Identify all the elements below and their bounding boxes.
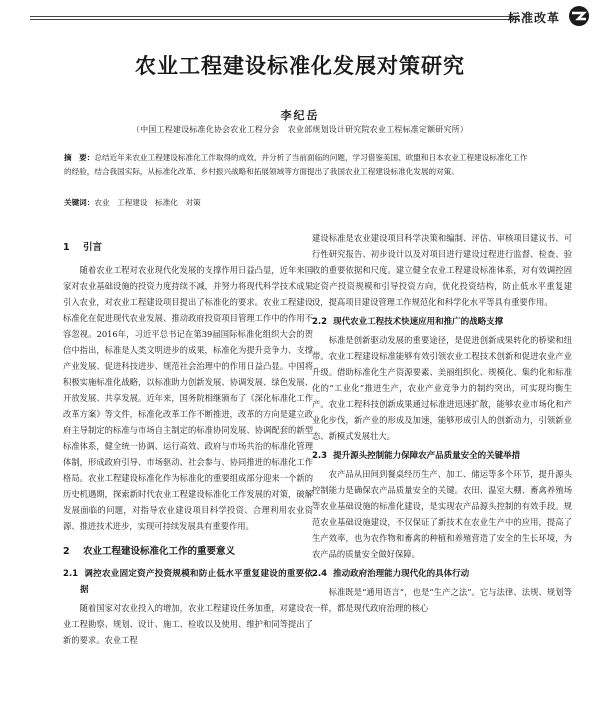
subsection-title: 提升源头控制能力保障农产品质量安全的关键举措: [333, 451, 521, 461]
subsection-heading: [312, 314, 572, 330]
keywords: [64, 196, 534, 210]
section-title: 农业工程建设标准化工作的重要意义: [83, 546, 236, 557]
section-number: 1: [63, 242, 70, 253]
subsection-heading: [312, 566, 572, 582]
subsection-title: 推动政府治理能力现代化的具体行动: [333, 569, 470, 579]
subsection-number: 2.2: [312, 317, 328, 327]
keywords-label: 关键词：: [64, 198, 95, 207]
paragraph: 标准既是“通用语言”，也是“生产之法”。它与法律、法规、规划等一样，都是现代政府治理的核心: [312, 587, 572, 613]
paragraph: 随着农业工程对农业现代化发展的支撑作用日益凸显，近年来国家对农业基础设施的投资力度持续不减，并努力将现代科学技术成果引入农业，对农业工程建设项目提出了标准化的要求。农业工程建设标准化在促进现代农业发展、推动政府投资项目管理工作中的作用不容忽视。2016年，习近平总书记在第39届国际标准化组织大会的贺信中指出，标准是人类文明进步的成果，标准化为提升竞争力、支撑产业发展、促进科技进步、规范社会治理中的作用日益凸显。中国将积极实施标准化战略，以标准助力创新发展、协调发展、绿色发展、开放发展、共享发展。近年来，国务院相继颁布了《深化标准化工作改革方案》等文件，标准化改革工作不断推进，改革的方向是建立政府主导制定的标准与市场自主制定的标准协同发展、协调配套的新型标准体系，健全统一协调、运行高效、政府与市场共治的标准化管理体制，形成政府引导、市场驱动、社会参与、协同推进的标准化工作格局。农业工程建设标准化作为标准化的重要组成部分迎来一个新的历史机遇期，探索新时代农业工程建设标准化工作发展的对策，破解发展面临的问题，对指导农业建设项目科学投资、合理利用农业资源、推进技术进步，实现可持续发展具有重要作用。: [63, 265, 313, 531]
header-rule: [30, 16, 520, 17]
section-tag: 标准改革: [507, 11, 560, 25]
paragraph: 随着国家对农业投入的增加，农业工程建设任务加重，对建设农业工程勘察、规划、设计、施工、检收以及使用、维护和同等提出了新的要求。农业工程: [63, 603, 313, 645]
journal-logo-icon: [566, 5, 592, 27]
subsection-number: 2.4: [312, 569, 328, 579]
left-column: [63, 230, 313, 648]
paragraph: 建设标准是农业建设项目科学决策和编制、评估、审核项目建议书、可行性研究报告、初步设计以及对项目进行建设过程进行监督、检查、验收的重要依据和尺度。建立健全农业工程建设标准体系，对有效调控固定资产投资规模和引导投资方向，优化投资结构，防止低水平重复建设，提高项目建设管理工作规范化和科学化水平等具有重要作用。: [312, 233, 572, 307]
abstract: [64, 151, 534, 179]
paragraph: 标准是创新驱动发展的重要途径，是促进创新成果转化的桥梁和纽带。农业工程建设标准能够有效引领农业工程技术创新和促进农业产业升级。借助标准化生产资源要素、美丽组织化、规模化、集约化和标准化的“工业化”推进生产，农业产业竞争力的制约突出，可实现均衡生产。农业工程科技创新成果通过标准进迅速扩散，能够农业市场化和产业化步伐，新产业的形成及加速，能够形成引人的创新动力，引领新业态、新模式发展壮大。: [312, 335, 572, 441]
article-author: 李纪岳: [280, 109, 320, 122]
paragraph: 农产品从田间到餐桌经历生产、加工、储运等多个环节，提升源头控制能力是确保农产品质量安全的关键。农田、温室大棚、畜禽养殖场等农业基础设施的标准化建设，是实现农产品源头控制的有效手段。规范农业基础设施建设，不仅保证了新技术在农业生产中的应用，提高了生产效率，也为农作物和畜禽的种植和养殖营造了安全的生长环境，为农产品的质量安全做好保障。: [312, 469, 572, 559]
subsection-number: 2.1: [63, 569, 79, 579]
subsection-title: 调控农业固定资产投资规模和防止低水平重复建设的重要依据: [80, 569, 313, 595]
keywords-text: 农业 工程建设 标准化 对策: [94, 198, 201, 207]
abstract-text: 总结近年来农业工程建设标准化工作取得的成效，并分析了当前面临的问题，学习借鉴美国、欧盟和日本农业工程建设标准化工作的经验，结合我国实际，从标准化改革、乡村振兴战略和拓展领域等方面提出了我国农业工程建设标准化发展的对策。: [64, 153, 528, 176]
section-heading-intro: [63, 240, 313, 256]
article-title: 农业工程建设标准化发展对策研究: [135, 54, 465, 78]
subsection-title: 现代农业工程技术快速应用和推广的战略支撑: [333, 317, 504, 327]
author-affiliation: （中国工程建设标准化协会农业工程分会 农业部规划设计研究院农业工程标准定额研究所）: [131, 125, 469, 134]
subsection-heading: [63, 566, 313, 598]
right-column: [312, 230, 572, 616]
section-heading-significance: [63, 544, 313, 560]
section-number: 2: [63, 546, 70, 557]
subsection-number: 2.3: [312, 451, 328, 461]
section-title: 引言: [83, 242, 103, 253]
abstract-label: 摘 要：: [64, 153, 95, 162]
subsection-heading: [312, 448, 572, 464]
header-rule-secondary: [30, 19, 520, 20]
